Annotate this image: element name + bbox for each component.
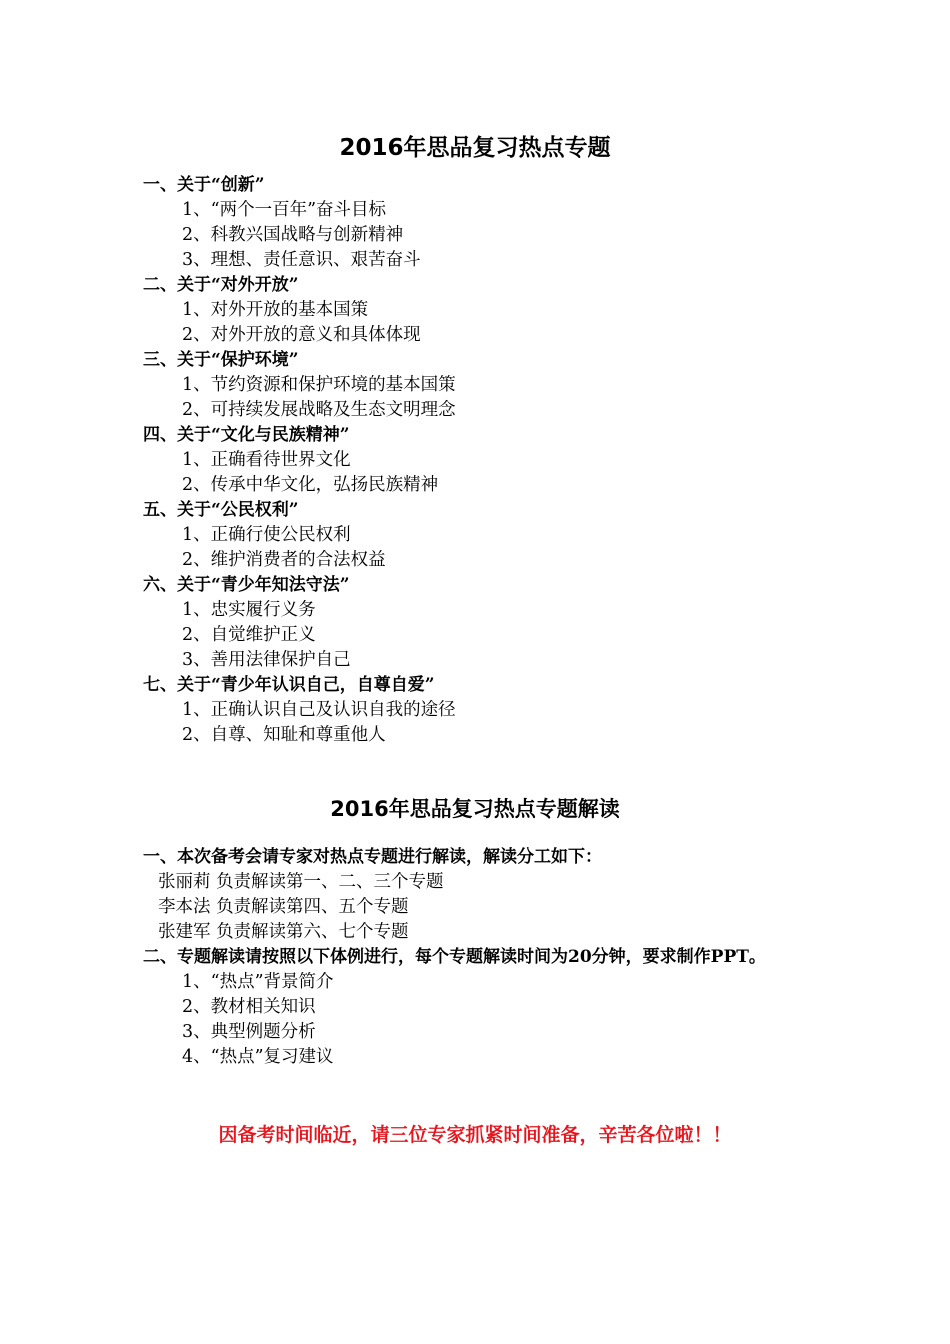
assignment-item: 张建军 负责解读第六、七个专题: [158, 922, 409, 942]
section-heading: 七、关于“青少年认识自己，自尊自爱”: [143, 675, 435, 695]
list-item: 2、自觉维护正义: [182, 625, 316, 645]
section-heading: 二、关于“对外开放”: [143, 275, 299, 295]
list-item: 1、节约资源和保护环境的基本国策: [182, 375, 456, 395]
list-item: 2、对外开放的意义和具体体现: [182, 325, 421, 345]
list-item: 2、自尊、知耻和尊重他人: [182, 725, 386, 745]
list-item: 3、典型例题分析: [182, 1022, 316, 1042]
list-item: 1、忠实履行义务: [182, 600, 316, 620]
section-title: 2016年思品复习热点专题解读: [330, 797, 620, 821]
list-item: 1、对外开放的基本国策: [182, 300, 369, 320]
assignment-item: 李本法 负责解读第四、五个专题: [158, 897, 409, 917]
list-item: 1、正确认识自己及认识自我的途径: [182, 700, 456, 720]
plan-heading: 一、本次备考会请专家对热点专题进行解读，解读分工如下：: [143, 847, 602, 867]
list-item: 1、“两个一百年”奋斗目标: [182, 200, 387, 220]
interpretation-plan: [143, 845, 833, 1070]
topic-list: [143, 173, 833, 748]
notice-text: 因备考时间临近，请三位专家抓紧时间准备，辛苦各位啦！！: [218, 1124, 732, 1146]
list-item: 2、传承中华文化，弘扬民族精神: [182, 475, 439, 495]
list-item: 4、“热点”复习建议: [182, 1047, 334, 1067]
section-heading: 四、关于“文化与民族精神”: [143, 425, 350, 445]
list-item: 1、“热点”背景简介: [182, 972, 334, 992]
list-item: 2、可持续发展战略及生态文明理念: [182, 400, 456, 420]
assignment-item: 张丽莉 负责解读第一、二、三个专题: [158, 872, 444, 892]
document-title: 2016年思品复习热点专题: [339, 135, 611, 161]
list-item: 2、维护消费者的合法权益: [182, 550, 386, 570]
list-item: 1、正确看待世界文化: [182, 450, 351, 470]
list-item: 2、科教兴国战略与创新精神: [182, 225, 404, 245]
list-item: 1、正确行使公民权利: [182, 525, 351, 545]
section-heading: 五、关于“公民权利”: [143, 500, 299, 520]
list-item: 2、教材相关知识: [182, 997, 316, 1017]
plan-heading: 二、专题解读请按照以下体例进行，每个专题解读时间为20分钟，要求制作PPT。: [143, 947, 766, 967]
section-heading: 三、关于“保护环境”: [143, 350, 299, 370]
section-heading: 一、关于“创新”: [143, 175, 265, 195]
section-heading: 六、关于“青少年知法守法”: [143, 575, 350, 595]
list-item: 3、善用法律保护自己: [182, 650, 351, 670]
list-item: 3、理想、责任意识、艰苦奋斗: [182, 250, 421, 270]
